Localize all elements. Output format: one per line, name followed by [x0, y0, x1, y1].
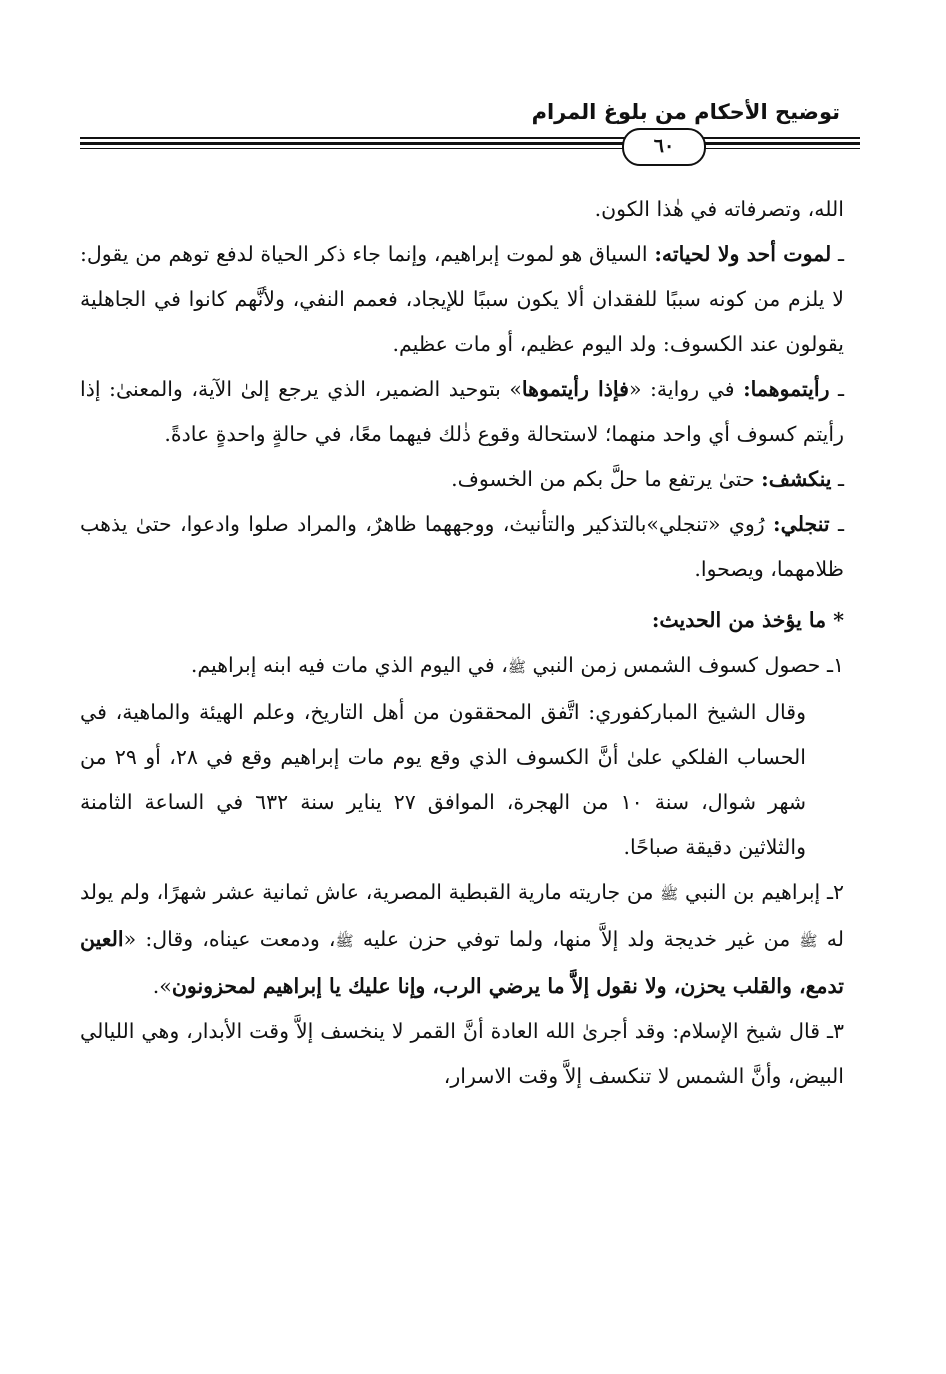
item-number: ١ـ — [820, 653, 844, 677]
term-explanation: » بتوحيد الضمير، الذي يرجع إلىٰ الآية، والمعنىٰ: إذا رأيتم كسوف أي واحد منهما؛ لاستحالة وقوع ذٰلك فيهما معًا، في حالةٍ واحدةٍ عادةً. — [80, 377, 844, 446]
term-label: ينكشف: — [761, 467, 832, 491]
term-entry — [80, 457, 844, 502]
numbered-item — [80, 870, 844, 1009]
item-text: حصول كسوف الشمس زمن النبي — [525, 653, 821, 677]
header-rule — [80, 148, 860, 149]
header-rule — [80, 137, 860, 139]
paragraph: الله، وتصرفاته في هٰذا الكون. — [594, 197, 844, 221]
entry-dash: ـ — [831, 242, 844, 266]
term-entry — [80, 232, 844, 367]
term-label: تنجلي: — [773, 512, 830, 536]
page-body — [80, 187, 844, 1099]
item-text: من جاريته مارية القبطية المصرية، عاش ثمانية عشر شهرًا، ولم يولد له — [80, 880, 844, 951]
term-explanation: في رواية: « — [628, 377, 744, 401]
quoted-narration: العين تدمع، والقلب يحزن، ولا نقول إلاَّ ما يرضي الرب، وإنا عليك يا إبراهيم لمحزونون — [80, 927, 844, 998]
term-explanation: رُوي «تنجلي»بالتذكير والتأنيث، ووجههما ظاهرٌ، والمراد صلوا وادعوا، حتىٰ يذهب ظلامهما، ويصحوا. — [80, 512, 844, 581]
item-paragraph: وقال الشيخ المباركفوري: اتَّفق المحققون من أهل التاريخ، وعلم الهيئة والماهية، في الحساب الفلكي علىٰ أنَّ الكسوف الذي وقع يوم مات إبراهيم وقع في ٢٨، أو ٢٩ من شهر شوال، سنة ١٠ من الهجرة، الموافق ٢٧ يناير سنة ٦٣٢ في الساعة الثامنة والثلاثين دقيقة صباحًا. — [80, 700, 806, 859]
book-title: توضيح الأحكام من بلوغ المرام — [531, 100, 840, 124]
header-rule — [80, 142, 860, 145]
term-label: رأيتموهما: — [743, 377, 830, 401]
entry-dash: ـ — [829, 512, 844, 536]
entry-dash: ـ — [831, 467, 844, 491]
pbuh-symbol-icon: ﷺ — [507, 658, 526, 676]
term-label: لموت أحد ولا لحياته: — [654, 242, 832, 266]
term-entry — [80, 502, 844, 592]
entry-dash: ـ — [829, 377, 845, 401]
page-header — [80, 92, 860, 162]
item-number: ٣ـ — [820, 1019, 844, 1043]
item-text: ، في اليوم الذي مات فيه ابنه إبراهيم. — [190, 653, 508, 677]
item-text: إبراهيم بن النبي — [678, 880, 821, 904]
term-explanation: السياق هو لموت إبراهيم، وإنما جاء ذكر الحياة لدفع توهم من يقول: لا يلزم من كونه سببًا للفقدان ألا يكون سببًا للإيجاد، فعمم النفي، ولأنَّهم كانوا في الجاهلية يقولون عند الكسوف: ولد اليوم عظيم، أو مات عظيم. — [80, 242, 844, 356]
numbered-item — [80, 643, 844, 690]
term-entry — [80, 367, 844, 457]
page-number: ٦٠ — [622, 128, 706, 166]
numbered-item — [80, 1009, 844, 1099]
pbuh-symbol-icon: ﷺ — [660, 885, 679, 903]
item-text: ». — [152, 974, 172, 998]
quoted-narration: فإذا رأيتموها — [521, 377, 629, 401]
pbuh-symbol-icon: ﷺ — [335, 932, 354, 950]
item-text: قال شيخ الإسلام: وقد أجرىٰ الله العادة أنَّ القمر لا ينخسف إلاَّ وقت الأبدار، وهي الليالي البيض، وأنَّ الشمس لا تنكسف إلاَّ وقت الاسرار، — [80, 1019, 844, 1088]
section-heading: * ما يؤخذ من الحديث: — [651, 608, 844, 632]
item-text: ، ودمعت عيناه، وقال: « — [123, 927, 336, 951]
item-number: ٢ـ — [820, 880, 844, 904]
pbuh-symbol-icon: ﷺ — [799, 932, 818, 950]
item-text: من غير خديجة ولد إلاَّ منها، ولما توفي حزن عليه — [353, 927, 800, 951]
term-explanation: حتىٰ يرتفع ما حلَّ بكم من الخسوف. — [451, 467, 762, 491]
